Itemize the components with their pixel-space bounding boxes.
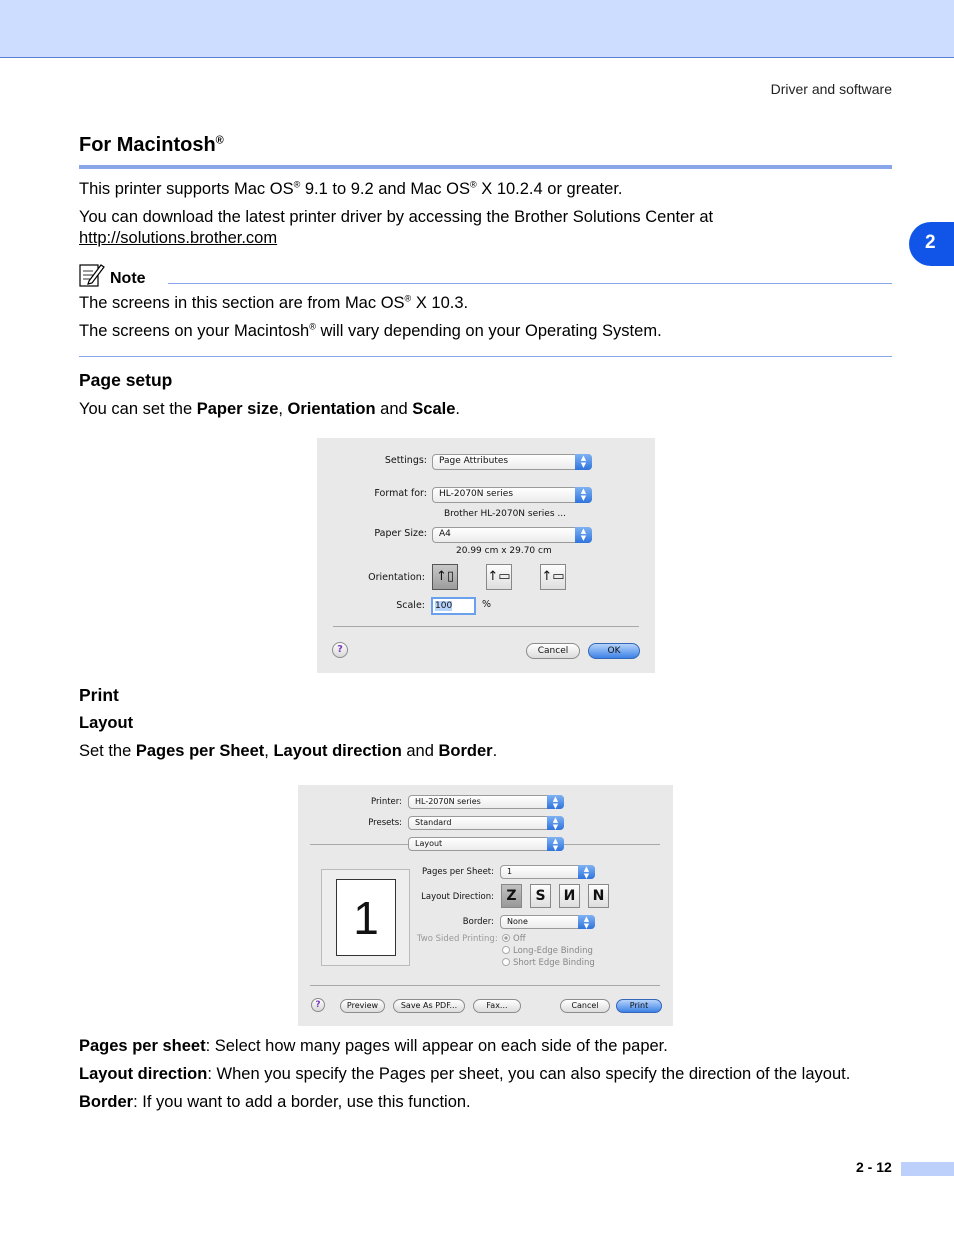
section-title-text: For Macintosh [79,134,216,156]
layout-intro: Set the Pages per Sheet, Layout direction and Border. [79,742,498,760]
registered-mark: ® [215,134,224,147]
reverse-landscape-orientation-button[interactable]: ↑▭ [540,564,566,590]
format-label: Format for: [374,488,427,499]
popup-arrows-icon: ▲ ▼ [547,837,564,851]
page-setup-heading: Page setup [79,370,173,390]
print-heading: Print [79,685,119,705]
page-number-bar [901,1162,954,1176]
help-button[interactable]: ? [311,998,325,1012]
border-popup[interactable]: None ▲ ▼ [500,915,595,929]
orientation-label: Orientation: [368,572,425,583]
radio-icon [502,946,510,954]
dialog-separator [310,985,660,986]
popup-arrows-icon: ▲ ▼ [547,816,564,830]
popup-arrows-icon: ▲ ▼ [578,915,595,929]
paper-size-popup[interactable]: A4 ▲ ▼ [432,527,592,543]
save-as-pdf-button[interactable]: Save As PDF... [393,999,465,1013]
two-sided-label: Two Sided Printing: [417,934,498,944]
border-label: Border: [462,917,494,927]
two-sided-off-radio[interactable]: Off [502,934,526,944]
desc-border: Border: If you want to add a border, use this function. [79,1093,471,1111]
chapter-tab: 2 [909,222,954,266]
note-line-2: The screens on your Macintosh® will vary depending on your Operating System. [79,321,662,340]
solutions-center-link[interactable]: http://solutions.brother.com [79,229,278,247]
settings-popup[interactable]: Page Attributes ▲ ▼ [432,454,592,470]
settings-label: Settings: [384,455,427,466]
format-printer-name: Brother HL-2070N series ... [444,509,566,519]
popup-arrows-icon: ▲ ▼ [578,865,595,879]
pages-per-sheet-popup[interactable]: 1 ▲ ▼ [500,865,595,879]
paper-size-label: Paper Size: [374,528,427,539]
desc-layout-direction: Layout direction: When you specify the Pages per sheet, you can also specify the direction of the layout. [79,1065,851,1083]
popup-arrows-icon: ▲ ▼ [575,487,592,503]
portrait-orientation-button[interactable]: ↑▯ [432,564,458,590]
page-setup-dialog [317,438,655,673]
title-rule [79,165,892,169]
layout-heading: Layout [79,714,134,732]
cancel-button[interactable]: Cancel [560,999,610,1013]
presets-label: Presets: [368,818,402,828]
layout-direction-reverse-n-button[interactable]: И [559,884,580,908]
page-number: 2 - 12 [856,1159,892,1175]
preview-page: 1 [336,879,396,956]
presets-popup[interactable]: Standard ▲ ▼ [408,816,564,830]
printer-popup[interactable]: HL-2070N series ▲ ▼ [408,795,564,809]
header-band [0,0,954,58]
section-title [79,134,224,157]
landscape-orientation-button[interactable]: ↑▭ [486,564,512,590]
running-head: Driver and software [770,81,892,97]
note-rule [168,283,892,284]
preview-button[interactable]: Preview [340,999,385,1013]
two-sided-long-edge-radio[interactable]: Long-Edge Binding [502,946,593,956]
layout-direction-n-button[interactable]: N [588,884,609,908]
scale-label: Scale: [396,600,425,611]
two-sided-short-edge-radio[interactable]: Short Edge Binding [502,958,595,968]
download-paragraph: You can download the latest printer driver by accessing the Brother Solutions Center at http://solutions.brother.com [79,208,714,247]
print-dialog [298,785,673,1026]
popup-arrows-icon: ▲ ▼ [547,795,564,809]
format-popup[interactable]: HL-2070N series ▲ ▼ [432,487,592,503]
pages-per-sheet-label: Pages per Sheet: [422,867,494,877]
popup-arrows-icon: ▲ ▼ [575,454,592,470]
help-button[interactable]: ? [332,642,348,658]
radio-icon [502,958,510,966]
desc-pages-per-sheet: Pages per sheet: Select how many pages will appear on each side of the paper. [79,1037,668,1055]
paper-dimensions: 20.99 cm x 29.70 cm [456,546,552,556]
note-line-1: The screens in this section are from Mac OS® X 10.3. [79,293,469,312]
print-button[interactable]: Print [616,999,662,1013]
cancel-button[interactable]: Cancel [526,643,580,659]
printer-label: Printer: [371,797,402,807]
note-label: Note [110,270,146,287]
layout-direction-label: Layout Direction: [421,892,494,902]
dialog-separator [333,626,639,627]
layout-direction-z-button[interactable]: Z [501,884,522,908]
scale-input[interactable]: 100 [431,597,476,615]
scale-unit: % [482,599,492,610]
note-end-rule [79,356,892,357]
ok-button[interactable]: OK [588,643,640,659]
layout-direction-s-button[interactable]: S [530,884,551,908]
support-paragraph: This printer supports Mac OS® 9.1 to 9.2 and Mac OS® X 10.2.4 or greater. [79,179,623,198]
radio-selected-icon [502,934,510,942]
panel-popup[interactable]: Layout ▲ ▼ [408,837,564,851]
page-setup-intro: You can set the Paper size, Orientation and Scale. [79,400,460,418]
popup-arrows-icon: ▲ ▼ [575,527,592,543]
note-pencil-icon [79,262,105,288]
fax-button[interactable]: Fax... [473,999,521,1013]
